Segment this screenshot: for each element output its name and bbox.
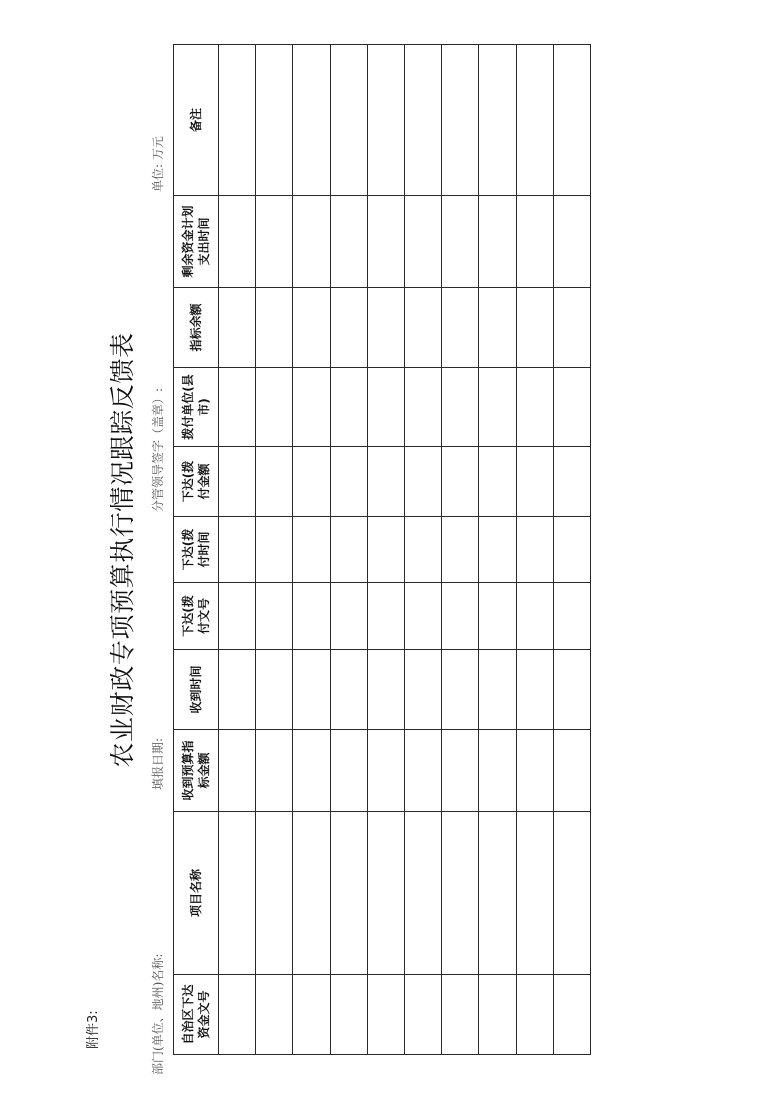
table-cell	[553, 288, 590, 368]
table-cell	[516, 517, 553, 583]
header-line: 标金额	[197, 752, 211, 789]
table-cell	[553, 650, 590, 730]
table-cell	[479, 975, 516, 1055]
table-cell	[256, 45, 293, 196]
header-line: 拨付单位(县	[181, 374, 195, 440]
table-cell	[404, 368, 441, 447]
header-funding-doc-number	[174, 975, 219, 1055]
table-cell	[219, 975, 256, 1055]
table-cell	[330, 196, 367, 288]
header-line: 项目名称	[189, 869, 203, 918]
table-cell	[219, 650, 256, 730]
table-cell	[479, 368, 516, 447]
table-cell	[553, 517, 590, 583]
header-project-name	[174, 812, 219, 975]
table-cell	[442, 196, 479, 288]
table-cell	[367, 45, 404, 196]
header-line: 收到预算指	[181, 740, 195, 801]
table-cell	[553, 45, 590, 196]
fill-date-label: 填报日期:	[151, 737, 165, 790]
table-cell	[553, 730, 590, 812]
header-row	[174, 45, 219, 1055]
table-cell	[219, 730, 256, 812]
table-cell	[293, 650, 330, 730]
table-cell	[479, 288, 516, 368]
table-cell	[516, 288, 553, 368]
table-cell	[367, 812, 404, 975]
table-cell	[293, 45, 330, 196]
table-cell	[330, 288, 367, 368]
table-cell	[330, 517, 367, 583]
table-cell	[479, 196, 516, 288]
table-cell	[256, 583, 293, 650]
table-cell	[367, 288, 404, 368]
table-cell	[404, 650, 441, 730]
table-cell	[479, 650, 516, 730]
header-remaining-quota	[174, 288, 219, 368]
table-cell	[330, 368, 367, 447]
table-cell	[479, 45, 516, 196]
header-line: 下达(拨	[181, 460, 195, 503]
header-line: 指标余额	[189, 303, 203, 352]
table-cell	[404, 730, 441, 812]
table-cell	[219, 517, 256, 583]
header-line: 付文号	[197, 598, 211, 635]
header-line: 付金额	[197, 463, 211, 500]
table-cell	[442, 650, 479, 730]
table-cell	[553, 812, 590, 975]
table-cell	[219, 288, 256, 368]
table-cell	[553, 368, 590, 447]
table-cell	[553, 447, 590, 517]
table-cell	[330, 447, 367, 517]
table-cell	[293, 196, 330, 288]
table-body	[219, 45, 591, 1055]
table-cell	[404, 812, 441, 975]
header-received-time	[174, 650, 219, 730]
table-row	[442, 45, 479, 1055]
table-row	[516, 45, 553, 1055]
table-cell	[367, 196, 404, 288]
table-cell	[404, 447, 441, 517]
table-cell	[553, 196, 590, 288]
table-cell	[516, 650, 553, 730]
table-cell	[442, 288, 479, 368]
table-row	[553, 45, 590, 1055]
table-row	[330, 45, 367, 1055]
table-cell	[516, 45, 553, 196]
table-cell	[404, 288, 441, 368]
table-cell	[404, 975, 441, 1055]
attachment-label: 附件3:	[86, 1010, 101, 1049]
table-cell	[367, 583, 404, 650]
table-row	[293, 45, 330, 1055]
table-cell	[516, 730, 553, 812]
table-cell	[442, 447, 479, 517]
table-row	[219, 45, 256, 1055]
table-cell	[293, 368, 330, 447]
table-row	[479, 45, 516, 1055]
table-cell	[256, 288, 293, 368]
table-cell	[330, 975, 367, 1055]
table-cell	[442, 45, 479, 196]
table-cell	[256, 975, 293, 1055]
table-cell	[256, 730, 293, 812]
table-cell	[330, 812, 367, 975]
table-cell	[442, 368, 479, 447]
table-cell	[367, 730, 404, 812]
table-cell	[479, 583, 516, 650]
department-label: 部门(单位、地州)名称:	[151, 953, 165, 1075]
table-cell	[442, 975, 479, 1055]
header-recipient-unit	[174, 368, 219, 447]
table-cell	[330, 583, 367, 650]
table-cell	[293, 447, 330, 517]
header-line: 备注	[189, 108, 203, 133]
header-line: 收到时间	[189, 665, 203, 714]
header-line: 自治区下达	[181, 984, 195, 1045]
table-row	[256, 45, 293, 1055]
header-line: 剩余资金计划	[181, 205, 195, 278]
table-cell	[479, 812, 516, 975]
header-line: 下达(拨	[181, 528, 195, 571]
table-cell	[330, 730, 367, 812]
header-allocation-amount	[174, 447, 219, 517]
table-row	[367, 45, 404, 1055]
table-cell	[256, 368, 293, 447]
table-cell	[367, 517, 404, 583]
header-line: 付时间	[197, 531, 211, 568]
table-cell	[367, 975, 404, 1055]
table-cell	[479, 730, 516, 812]
table-cell	[256, 447, 293, 517]
header-remarks	[174, 45, 219, 196]
table-cell	[479, 517, 516, 583]
table-cell	[219, 196, 256, 288]
table-cell	[219, 447, 256, 517]
unit-label: 单位: 万元	[151, 136, 165, 192]
table-cell	[256, 812, 293, 975]
table-cell	[516, 812, 553, 975]
header-line: 资金文号	[197, 990, 211, 1039]
table-cell	[367, 368, 404, 447]
table-row	[404, 45, 441, 1055]
table-cell	[404, 45, 441, 196]
table-cell	[219, 368, 256, 447]
table-cell	[330, 45, 367, 196]
table-cell	[293, 812, 330, 975]
table-cell	[404, 583, 441, 650]
table-cell	[367, 650, 404, 730]
header-line: 下达(拨	[181, 595, 195, 637]
header-remaining-spend-plan-time	[174, 196, 219, 288]
table-cell	[293, 730, 330, 812]
table-cell	[404, 196, 441, 288]
table-cell	[293, 975, 330, 1055]
table-cell	[442, 812, 479, 975]
table-cell	[219, 583, 256, 650]
leader-signature-label: 分管领导签字（盖章）:	[151, 387, 165, 512]
table-cell	[442, 730, 479, 812]
table-cell	[219, 45, 256, 196]
header-line: 市)	[197, 398, 211, 416]
table-cell	[516, 447, 553, 517]
header-allocation-doc-number	[174, 583, 219, 650]
table-cell	[442, 517, 479, 583]
table-cell	[256, 517, 293, 583]
header-allocation-time	[174, 517, 219, 583]
table-cell	[442, 583, 479, 650]
header-line: 支出时间	[197, 217, 211, 266]
feedback-table	[173, 44, 591, 1055]
table-cell	[293, 517, 330, 583]
table-cell	[404, 517, 441, 583]
table-cell	[256, 650, 293, 730]
table-cell	[219, 812, 256, 975]
table-cell	[479, 447, 516, 517]
header-budget-amount-received	[174, 730, 219, 812]
table-cell	[553, 583, 590, 650]
table-cell	[516, 196, 553, 288]
table-cell	[516, 583, 553, 650]
table-cell	[256, 196, 293, 288]
table-cell	[553, 975, 590, 1055]
table-cell	[516, 368, 553, 447]
table-cell	[293, 288, 330, 368]
document-title: 农业财政专项预算执行情况跟踪反馈表	[108, 332, 137, 768]
table-cell	[367, 447, 404, 517]
table-cell	[330, 650, 367, 730]
table-cell	[516, 975, 553, 1055]
table-cell	[293, 583, 330, 650]
